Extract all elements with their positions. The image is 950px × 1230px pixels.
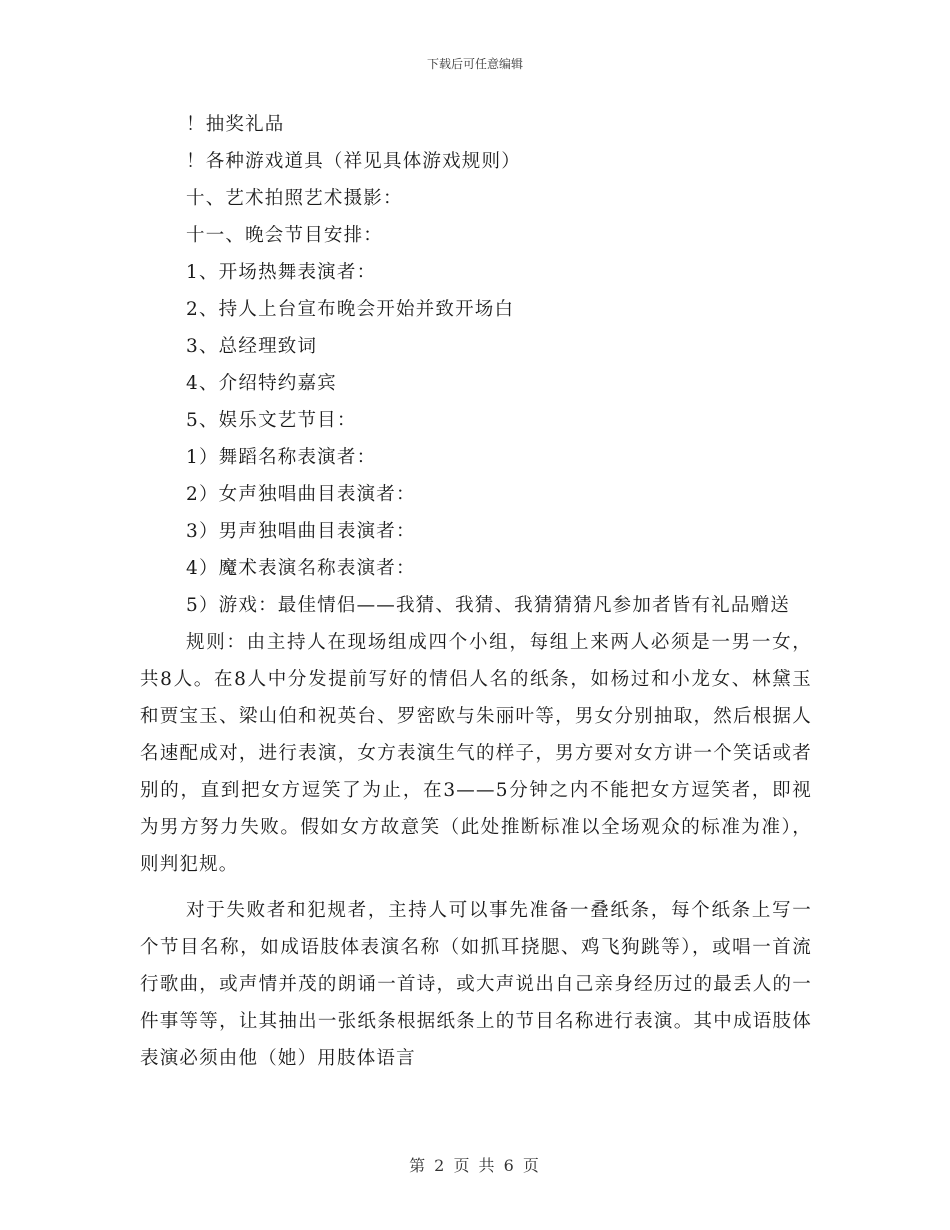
program-item-3: 3、总经理致词 xyxy=(186,336,318,357)
program-item-4: 4、介绍特约嘉宾 xyxy=(186,373,337,394)
page-number: 第 2 页 共 6 页 xyxy=(409,1156,541,1175)
sub-item-2: 2）女声独唱曲目表演者： xyxy=(186,484,416,505)
page-header: 下载后可任意编辑 xyxy=(426,57,523,71)
sub-item-4: 4）魔术表演名称表演者： xyxy=(186,558,416,579)
sub-item-1: 1）舞蹈名称表演者： xyxy=(186,447,377,468)
sub-item-5-game: 5）游戏：最佳情侣——我猜、我猜、我猜猜猜凡参加者皆有礼品赠送 xyxy=(186,595,790,616)
program-item-2: 2、持人上台宣布晚会开始并致开场白 xyxy=(186,299,515,320)
document-body xyxy=(140,106,812,1077)
sub-item-3: 3）男声独唱曲目表演者： xyxy=(186,521,416,542)
program-item-1: 1、开场热舞表演者： xyxy=(186,262,377,283)
list-line-prize: ！抽奖礼品 xyxy=(186,114,285,135)
section-heading-program: 十一、晚会节目安排： xyxy=(186,225,384,246)
program-item-5: 5、娱乐文艺节目： xyxy=(186,410,357,431)
rules-paragraph: 规则：由主持人在现场组成四个小组，每组上来两人必须是一男一女，共8人。在8人中分发提前写好的情侣人名的纸条，如杨过和小龙女、林黛玉和贾宝玉、梁山伯和祝英台、罗密欧与朱丽叶等，男女分别抽取，然后根据人名速配成对，进行表演，女方表演生气的样子，男方要对女方讲一个笑话或者别的，直到把女方逗笑了为止，在3——5分钟之内不能把女方逗笑者，即视为男方努力失败。假如女方故意笑（此处推断标准以全场观众的标准为准），则判犯规。 xyxy=(140,632,812,875)
section-heading-photography: 十、艺术拍照艺术摄影： xyxy=(186,188,403,209)
penalty-paragraph: 对于失败者和犯规者，主持人可以事先准备一叠纸条，每个纸条上写一个节目名称，如成语肢体表演名称（如抓耳挠腮、鸡飞狗跳等），或唱一首流行歌曲，或声情并茂的朗诵一首诗，或大声说出自己亲身经历过的最丢人的一件事等等，让其抽出一张纸条根据纸条上的节目名称进行表演。其中成语肢体表演必须由他（她）用肢体语言 xyxy=(140,900,812,1069)
list-line-game-props: ！各种游戏道具（祥见具体游戏规则） xyxy=(186,151,521,172)
